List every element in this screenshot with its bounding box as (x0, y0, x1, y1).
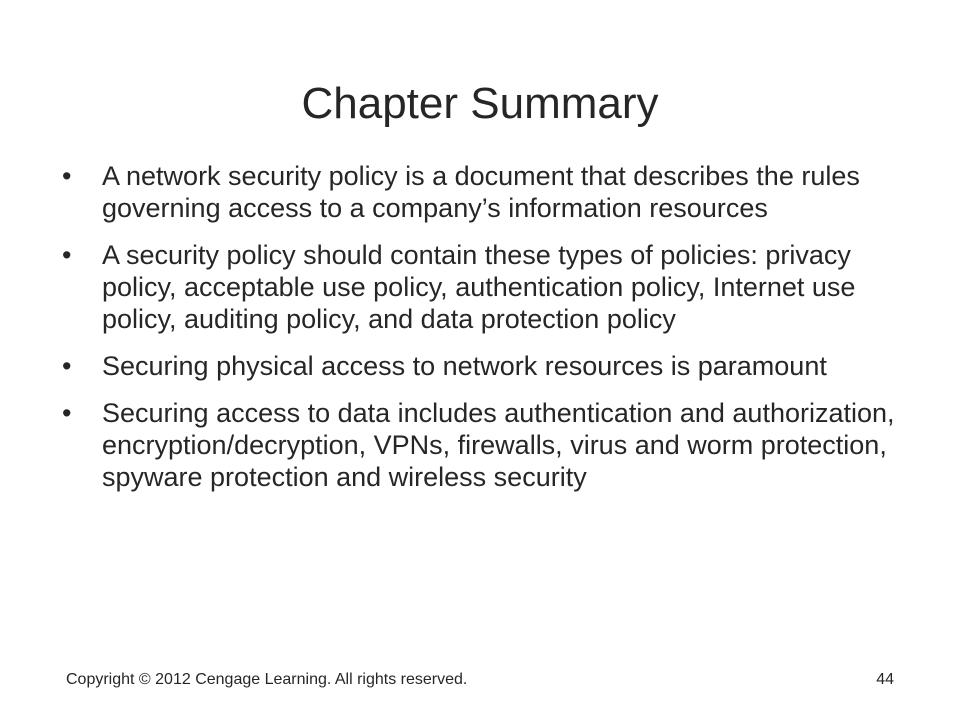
slide-title: Chapter Summary (301, 79, 659, 128)
bullet-item (62, 160, 902, 224)
page-number: 44 (876, 671, 894, 688)
bullet-text: A security policy should contain these types of policies: privacy policy, acceptable use policy, authentication policy, Internet use policy, auditing policy, and data protection policy (102, 240, 856, 334)
bullet-icon: • (62, 398, 72, 428)
bullet-list (62, 160, 902, 508)
bullet-item (62, 397, 902, 493)
bullet-icon: • (62, 161, 72, 191)
copyright-notice: Copyright © 2012 Cengage Learning. All rights reserved. (66, 671, 468, 688)
bullet-item (62, 350, 902, 382)
bullet-text: Securing access to data includes authentication and authorization, encryption/decryption, VPNs, firewalls, virus and worm protection, spyware protection and wireless security (102, 398, 895, 492)
bullet-icon: • (62, 240, 72, 270)
bullet-text: A network security policy is a document that describes the rules governing access to a company’s information resources (102, 161, 860, 223)
bullet-text: Securing physical access to network resources is paramount (102, 351, 827, 381)
bullet-item (62, 239, 902, 335)
bullet-icon: • (62, 351, 72, 381)
